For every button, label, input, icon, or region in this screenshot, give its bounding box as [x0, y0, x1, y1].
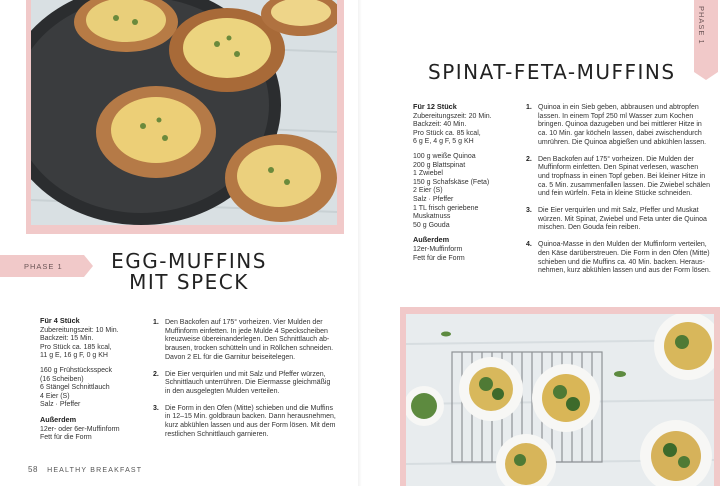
- step-line: schieben und die Muffins ca. 40 Min. backen. Heraus-: [538, 258, 705, 266]
- step-line: Den Backofen auf 175° vorheizen. Die Mulden der: [538, 155, 694, 163]
- page-footer: [28, 465, 142, 474]
- phase-label-right: PHASE 1: [697, 6, 706, 45]
- step-number: 1.: [526, 104, 532, 111]
- step-line: Quinoa in ein Sieb geben, abbrausen und abtropfen: [538, 104, 699, 111]
- step-line: nehmen, kurz abkühlen lassen und aus der Form lösen.: [538, 267, 711, 275]
- title-line-2: MIT SPECK: [129, 270, 249, 294]
- phase-tab-right: [694, 0, 718, 72]
- step-line: Die Eier verquirlen und mit Salz, Pfeffer und Muskat: [538, 207, 699, 215]
- step-line: Quinoa-Masse in den Mulden der Muffinform verteilen,: [538, 241, 707, 249]
- ingredient-item: 150 g Schafskäse (Feta): [413, 178, 490, 186]
- step-line: umrühren. Die Quinoa abgießen und abkühlen lassen.: [538, 138, 707, 146]
- step: [526, 155, 710, 200]
- ingredient-item: 200 g Blattspinat: [413, 161, 466, 169]
- ingredient-item: Muskatnuss: [413, 213, 451, 221]
- ingredient-item: 50 g Gouda: [413, 221, 450, 229]
- step-line: in den ausgelegten Mulden verteilen.: [165, 387, 280, 395]
- ingredient-item: 6 Stängel Schnittlauch: [40, 384, 110, 392]
- extra-item: Fett für die Form: [413, 254, 465, 262]
- phase-label-left: PHASE 1: [24, 261, 63, 271]
- ingredients-heading: Für 4 Stück: [40, 316, 80, 325]
- ingredient-item: (16 Scheiben): [40, 375, 84, 383]
- step-line: Den Backofen auf 175° vorheizen. Vier Mulden der: [165, 319, 323, 326]
- step-number: 3.: [526, 207, 532, 215]
- step-line: kurz abkühlen lassen und aus der Form lösen. Mit dem: [165, 422, 336, 430]
- ingredient-item: 1 Zwiebel: [413, 170, 443, 178]
- step-line: ca. 10 Min. gar köcheln lassen, dabei zwischendurch: [538, 130, 702, 138]
- step-number: 4.: [526, 241, 532, 249]
- step-line: kreuzweise übereinanderlegen. Den Schnittlauch ab-: [165, 336, 330, 344]
- step-line: brausen, trocken schütteln und in Röllchen schneiden.: [165, 345, 334, 353]
- step-line: ca. 5 Min. zusammenfallen lassen. Die Zwiebel schälen: [538, 181, 710, 189]
- ingredient-item: Salz · Pfeffer: [413, 195, 454, 203]
- ingredient-item: 2 Eier (S): [413, 187, 443, 195]
- recipe-title-spinat-feta: SPINAT-FETA-MUFFINS: [428, 60, 676, 84]
- step-number: 3.: [153, 404, 159, 412]
- step-line: in 12–15 Min. goldbraun backen. Dann herausnehmen,: [165, 413, 336, 421]
- step-line: restlichen Schnittlauch garnieren.: [165, 430, 269, 438]
- extra-heading: Außerdem: [413, 235, 450, 245]
- info-line: Zubereitungszeit: 20 Min.: [413, 112, 492, 120]
- extra-item: 12er-Muffinform: [413, 245, 463, 253]
- ingredient-item: Salz · Pfeffer: [40, 401, 81, 409]
- info-line: 6 g E, 4 g F, 5 g KH: [413, 138, 474, 146]
- extra-list: [413, 246, 515, 263]
- recipe-title-egg-muffins: [96, 251, 282, 293]
- step-line: Muffinform einfetten. Den Spinat verlesen, waschen: [538, 164, 699, 172]
- steps-spinat-feta: [526, 104, 711, 284]
- extra-heading: Außerdem: [40, 414, 77, 424]
- extra-item: 12er- oder 6er-Muffinform: [40, 425, 120, 433]
- ingredients-heading: Für 12 Stück: [413, 102, 457, 111]
- ingredients-egg-muffins: [40, 317, 140, 449]
- step-number: 2.: [526, 155, 532, 163]
- step-line: lassen. In einem Topf 250 ml Wasser zum Kochen: [538, 112, 694, 120]
- step-line: Die Form in den Ofen (Mitte) schieben und die Muffins: [165, 404, 333, 412]
- ingredient-item: 160 g Frühstücksspeck: [40, 366, 112, 374]
- extra-list: [40, 426, 140, 443]
- step-line: Muffinform einfetten. In jede Mulde 4 Speckscheiben: [165, 327, 328, 335]
- steps-egg-muffins: [153, 319, 343, 447]
- step-line: Davon 2 EL für die Garnitur beiseitelegen.: [165, 353, 296, 361]
- step: [526, 207, 706, 233]
- ingredient-item: 1 TL frisch geriebene: [413, 204, 479, 212]
- spinach-feta-muffins-photo: [406, 314, 714, 486]
- info-line: Pro Stück ca. 85 kcal,: [413, 129, 481, 137]
- step-line: Schnittlauch unterrühren. Die Eiermasse gleichmäßig: [165, 379, 331, 387]
- step: [153, 405, 343, 440]
- info-line: Backzeit: 40 Min.: [413, 121, 467, 129]
- ingredient-list: [413, 153, 515, 230]
- step: [526, 104, 706, 148]
- step-line: und tropfnass in einen Topf geben. Bei kleiner Hitze in: [538, 172, 706, 180]
- step-line: bringen. Quinoa dazugeben und bei mittlerer Hitze in: [538, 121, 702, 129]
- recipe-info-block: [413, 113, 515, 147]
- step-line: Die Eier verquirlen und mit Salz und Pfeffer würzen,: [165, 370, 326, 378]
- page-number: 58: [28, 465, 38, 474]
- step-number: 1.: [153, 319, 159, 326]
- title-line-1: EGG-MUFFINS: [111, 249, 267, 273]
- step-line: den Käse darüberstreuen. Die Form in den Ofen (Mitte): [538, 249, 710, 257]
- step: [526, 241, 711, 276]
- extra-item: Fett für die Form: [40, 434, 92, 442]
- recipe-info-block: [40, 327, 140, 361]
- egg-muffins-photo: [31, 0, 337, 225]
- info-line: 11 g E, 16 g F, 0 g KH: [40, 352, 108, 360]
- ingredients-spinat-feta: [413, 103, 515, 269]
- step-line: mischen. Den Gouda fein reiben.: [538, 224, 641, 232]
- running-footer: HEALTHY BREAKFAST: [47, 467, 143, 474]
- info-line: Zubereitungszeit: 10 Min.: [40, 326, 119, 334]
- step-line: würzen. Mit Spinat, Zwiebel und Feta unter die Quinoa: [538, 215, 707, 223]
- info-line: Pro Stück ca. 185 kcal,: [40, 343, 112, 351]
- page-gutter: [358, 0, 362, 486]
- step-line: und fein würfeln. Feta in kleine Stücke schneiden.: [538, 190, 693, 198]
- ingredient-item: 100 g weiße Quinoa: [413, 152, 476, 160]
- step-number: 2.: [153, 370, 159, 378]
- step: [153, 319, 343, 363]
- phase-tab-left: [0, 255, 84, 277]
- step: [153, 371, 343, 397]
- ingredient-list: [40, 367, 140, 410]
- info-line: Backzeit: 15 Min.: [40, 335, 94, 343]
- ingredient-item: 4 Eier (S): [40, 392, 70, 400]
